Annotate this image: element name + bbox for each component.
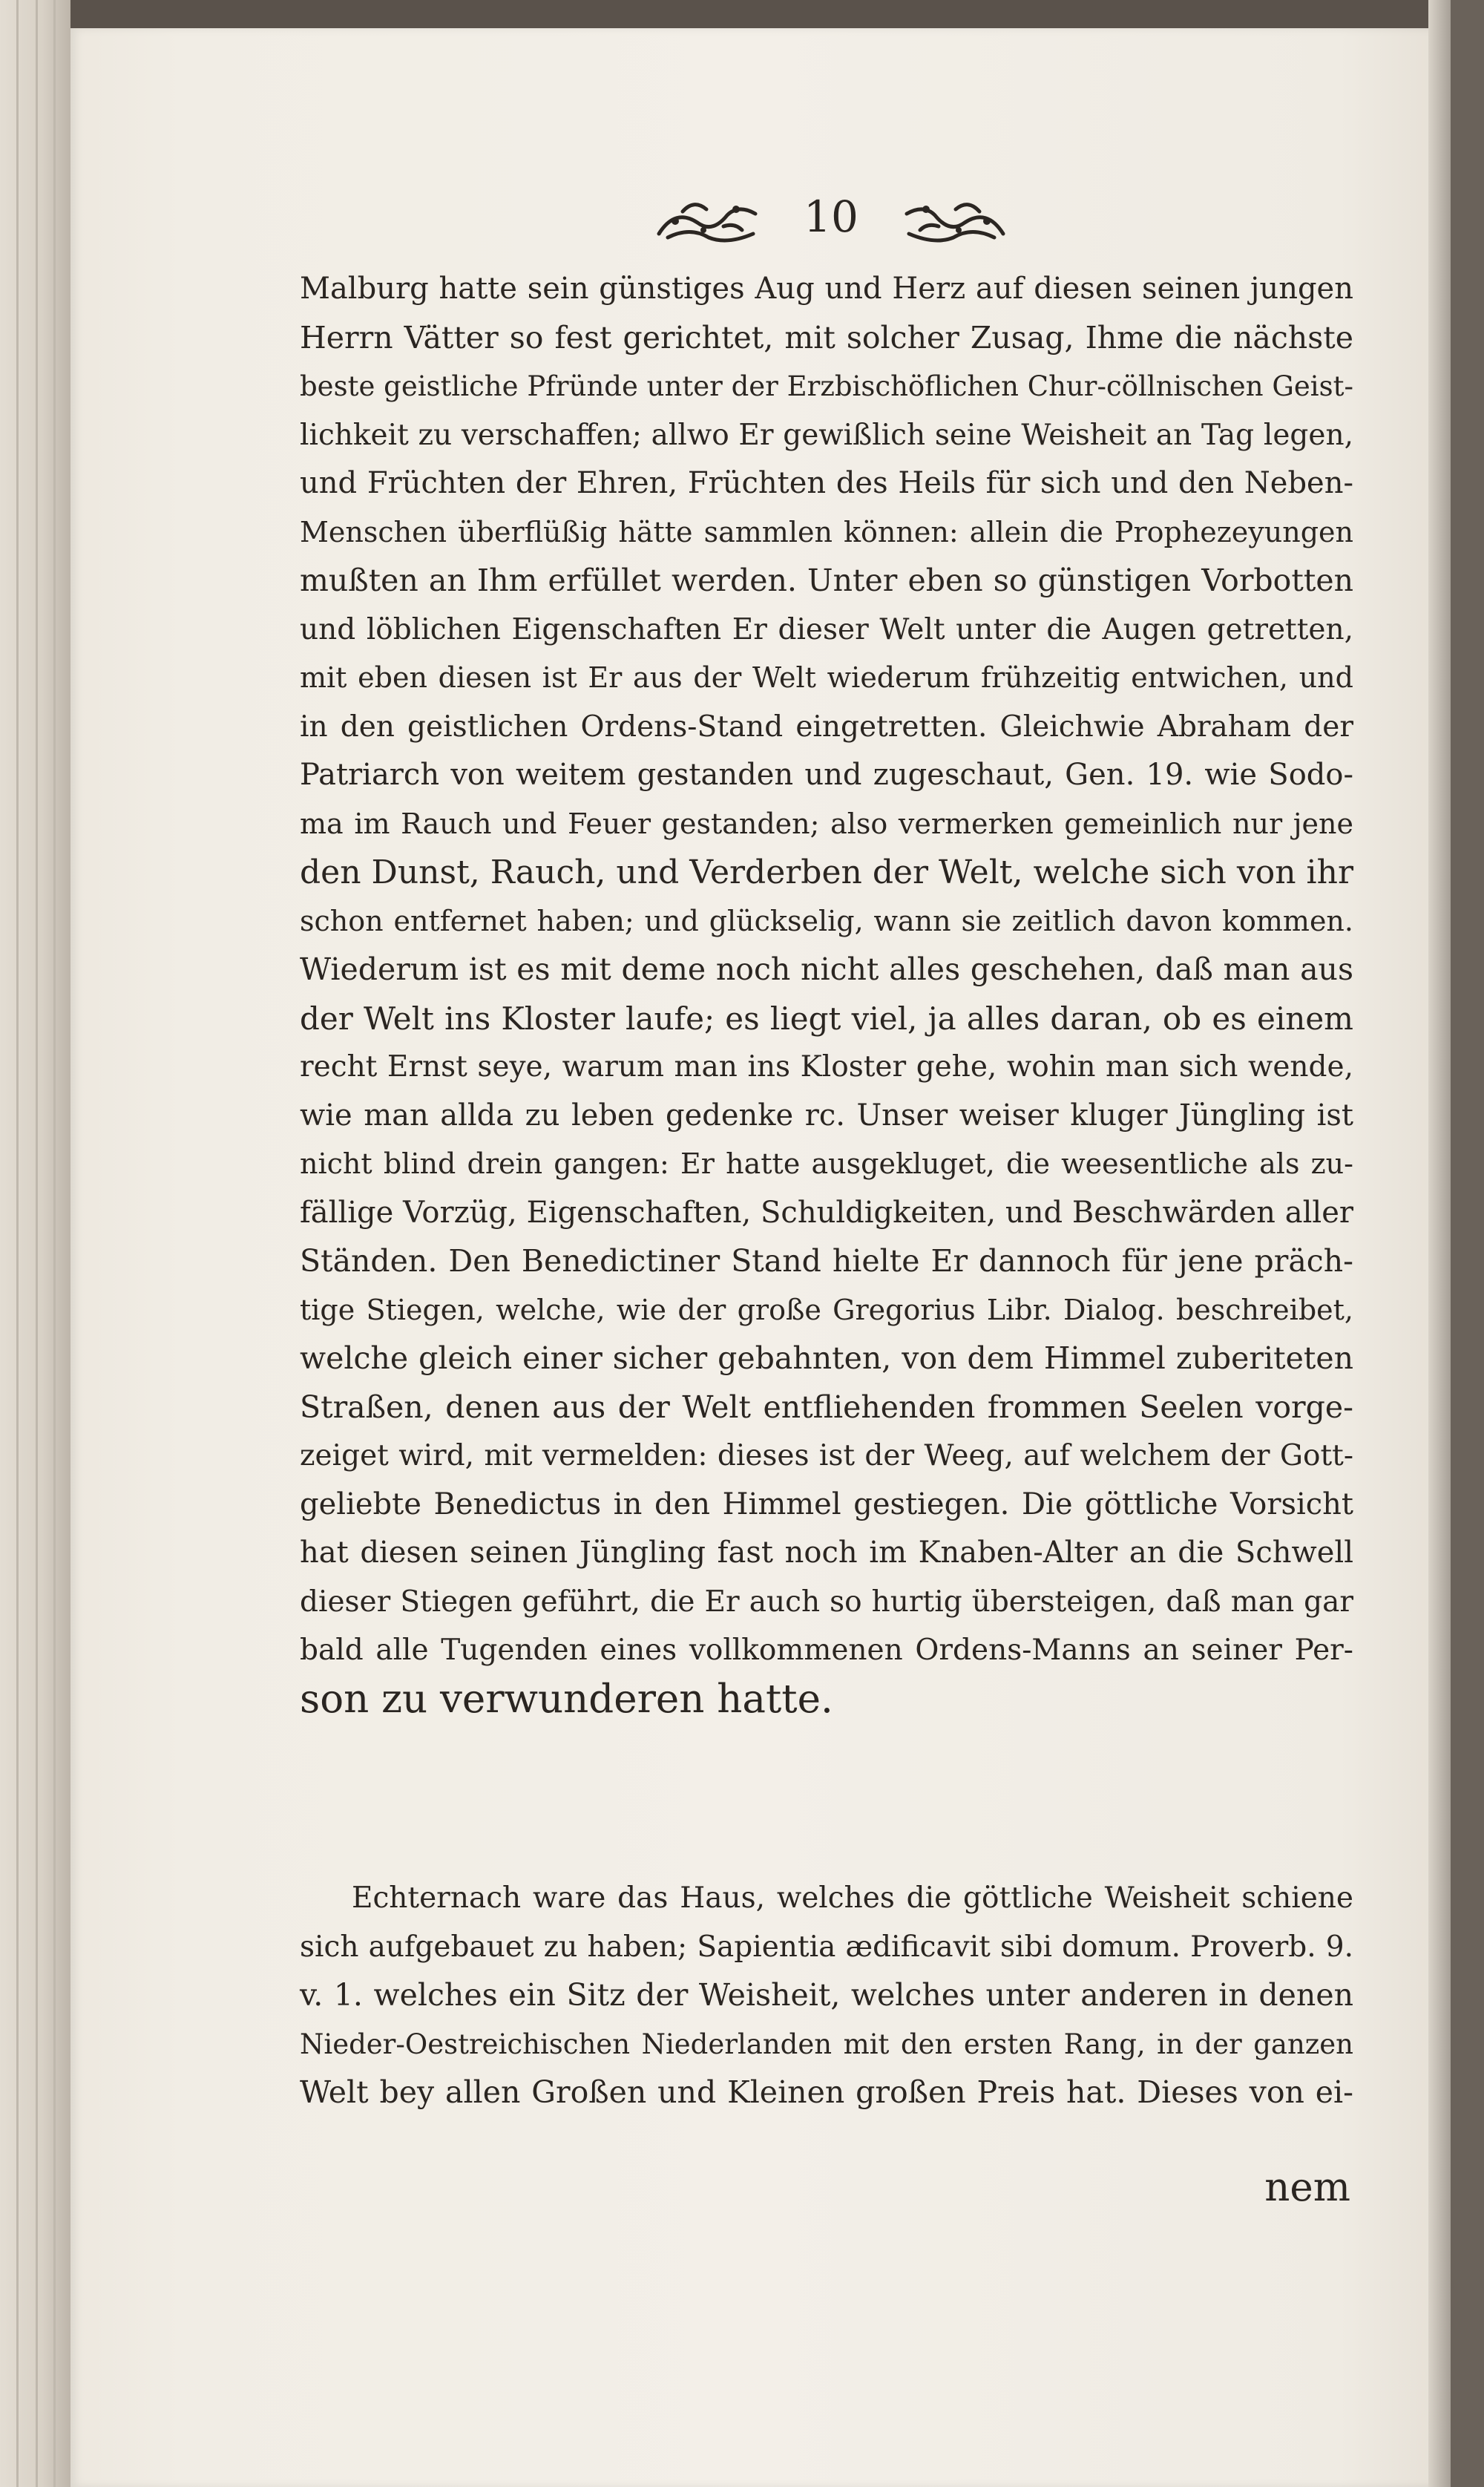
- text-line: sich aufgebauet zu haben; Sapientia ædificavit sibi domum. Proverb. 9.: [300, 1930, 1353, 1964]
- text-line: fällige Vorzüg, Eigenschaften, Schuldigkeiten, und Beschwärden aller: [300, 1195, 1353, 1230]
- text-line: tige Stiegen, welche, wie der große Gregorius Libr. Dialog. beschreibet,: [300, 1293, 1353, 1326]
- text-line: Echternach ware das Haus, welches die göttliche Weisheit schiene: [352, 1881, 1353, 1915]
- text-line: Herrn Vätter so fest gerichtet, mit solcher Zusag, Ihme die nächste: [300, 319, 1353, 355]
- text-line: Straßen, denen aus der Welt entfliehenden frommen Seelen vorge-: [300, 1389, 1353, 1425]
- catchword: nem: [1264, 2165, 1350, 2210]
- text-line: bald alle Tugenden eines vollkommenen Ordens-Manns an seiner Per-: [300, 1634, 1353, 1667]
- text-line: Nieder-Oestreichischen Niederlanden mit den ersten Rang, in der ganzen: [300, 2028, 1353, 2060]
- text-line: Welt bey allen Großen und Kleinen großen Preis hat. Dieses von ei-: [300, 2074, 1353, 2110]
- text-line: Menschen überflüßig hätte sammlen können: allein die Prophezeyungen: [300, 515, 1353, 548]
- text-line: den Dunst, Rauch, und Verderben der Welt, welche sich von ihr: [300, 853, 1353, 891]
- text-line: v. 1. welches ein Sitz der Weisheit, welches unter anderen in denen: [300, 1977, 1353, 2013]
- text-line: Ständen. Den Benedictiner Stand hielte Er dannoch für jene präch-: [300, 1243, 1353, 1279]
- page-number: 10: [804, 191, 858, 242]
- text-line: beste geistliche Pfründe unter der Erzbischöflichen Chur-cöllnischen Geist-: [300, 370, 1353, 402]
- text-line: recht Ernst seye, warum man ins Kloster gehe, wohin man sich wende,: [300, 1050, 1353, 1084]
- text-line: zeiget wird, mit vermelden: dieses ist der Weeg, auf welchem der Gott-: [300, 1439, 1353, 1472]
- text-line: hat diesen seinen Jüngling fast noch im Knaben-Alter an die Schwell: [300, 1536, 1353, 1570]
- text-line: ma im Rauch und Feuer gestanden; also vermerken gemeinlich nur jene: [300, 807, 1353, 840]
- body-paragraph-2: [300, 1874, 1353, 2117]
- text-line: geliebte Benedictus in den Himmel gestiegen. Die göttliche Vorsicht: [300, 1487, 1353, 1521]
- page-edge-line: [16, 0, 19, 2487]
- text-line: lichkeit zu verschaffen; allwo Er gewißlich seine Weisheit an Tag legen,: [300, 418, 1353, 452]
- page-header: [653, 187, 1009, 246]
- text-line: und löblichen Eigenschaften Er dieser Welt unter die Augen getretten,: [300, 612, 1353, 646]
- text-line: welche gleich einer sicher gebahnten, von dem Himmel zuberiteten: [300, 1340, 1353, 1376]
- text-line: Patriarch von weitem gestanden und zugeschaut, Gen. 19. wie Sodo-: [300, 758, 1353, 792]
- page-edge-line: [36, 0, 38, 2487]
- scan-right-margin: [1451, 0, 1484, 2487]
- text-line: mit eben diesen ist Er aus der Welt wiederum frühzeitig entwichen, und: [300, 661, 1353, 694]
- page-edge-line: [53, 0, 56, 2487]
- right-ornament-icon: [902, 193, 1009, 245]
- text-line: wie man allda zu leben gedenke rc. Unser weiser kluger Jüngling ist: [300, 1098, 1353, 1133]
- text-line: schon entfernet haben; und glückselig, wann sie zeitlich davon kommen.: [300, 904, 1353, 937]
- body-paragraph-1: [300, 265, 1353, 1723]
- text-line: Wiederum ist es mit deme noch nicht alles geschehen, daß man aus: [300, 951, 1353, 987]
- left-ornament-icon: [653, 193, 761, 245]
- text-line: in den geistlichen Ordens-Stand eingetretten. Gleichwie Abraham der: [300, 710, 1353, 744]
- text-line: son zu verwunderen hatte.: [300, 1676, 833, 1722]
- text-line: nicht blind drein gangen: Er hatte ausgekluget, die weesentliche als zu-: [300, 1147, 1353, 1180]
- text-line: der Welt ins Kloster laufe; es liegt viel, ja alles daran, ob es einem: [300, 1000, 1353, 1037]
- text-line: dieser Stiegen geführt, die Er auch so hurtig übersteigen, daß man gar: [300, 1585, 1353, 1619]
- text-line: Malburg hatte sein günstiges Aug und Herz auf diesen seinen jungen: [300, 272, 1353, 306]
- text-line: mußten an Ihm erfüllet werden. Unter eben so günstigen Vorbotten: [300, 563, 1353, 598]
- page-gutter: [1428, 0, 1451, 2487]
- text-line: und Früchten der Ehren, Früchten des Heils für sich und den Neben-: [300, 466, 1353, 500]
